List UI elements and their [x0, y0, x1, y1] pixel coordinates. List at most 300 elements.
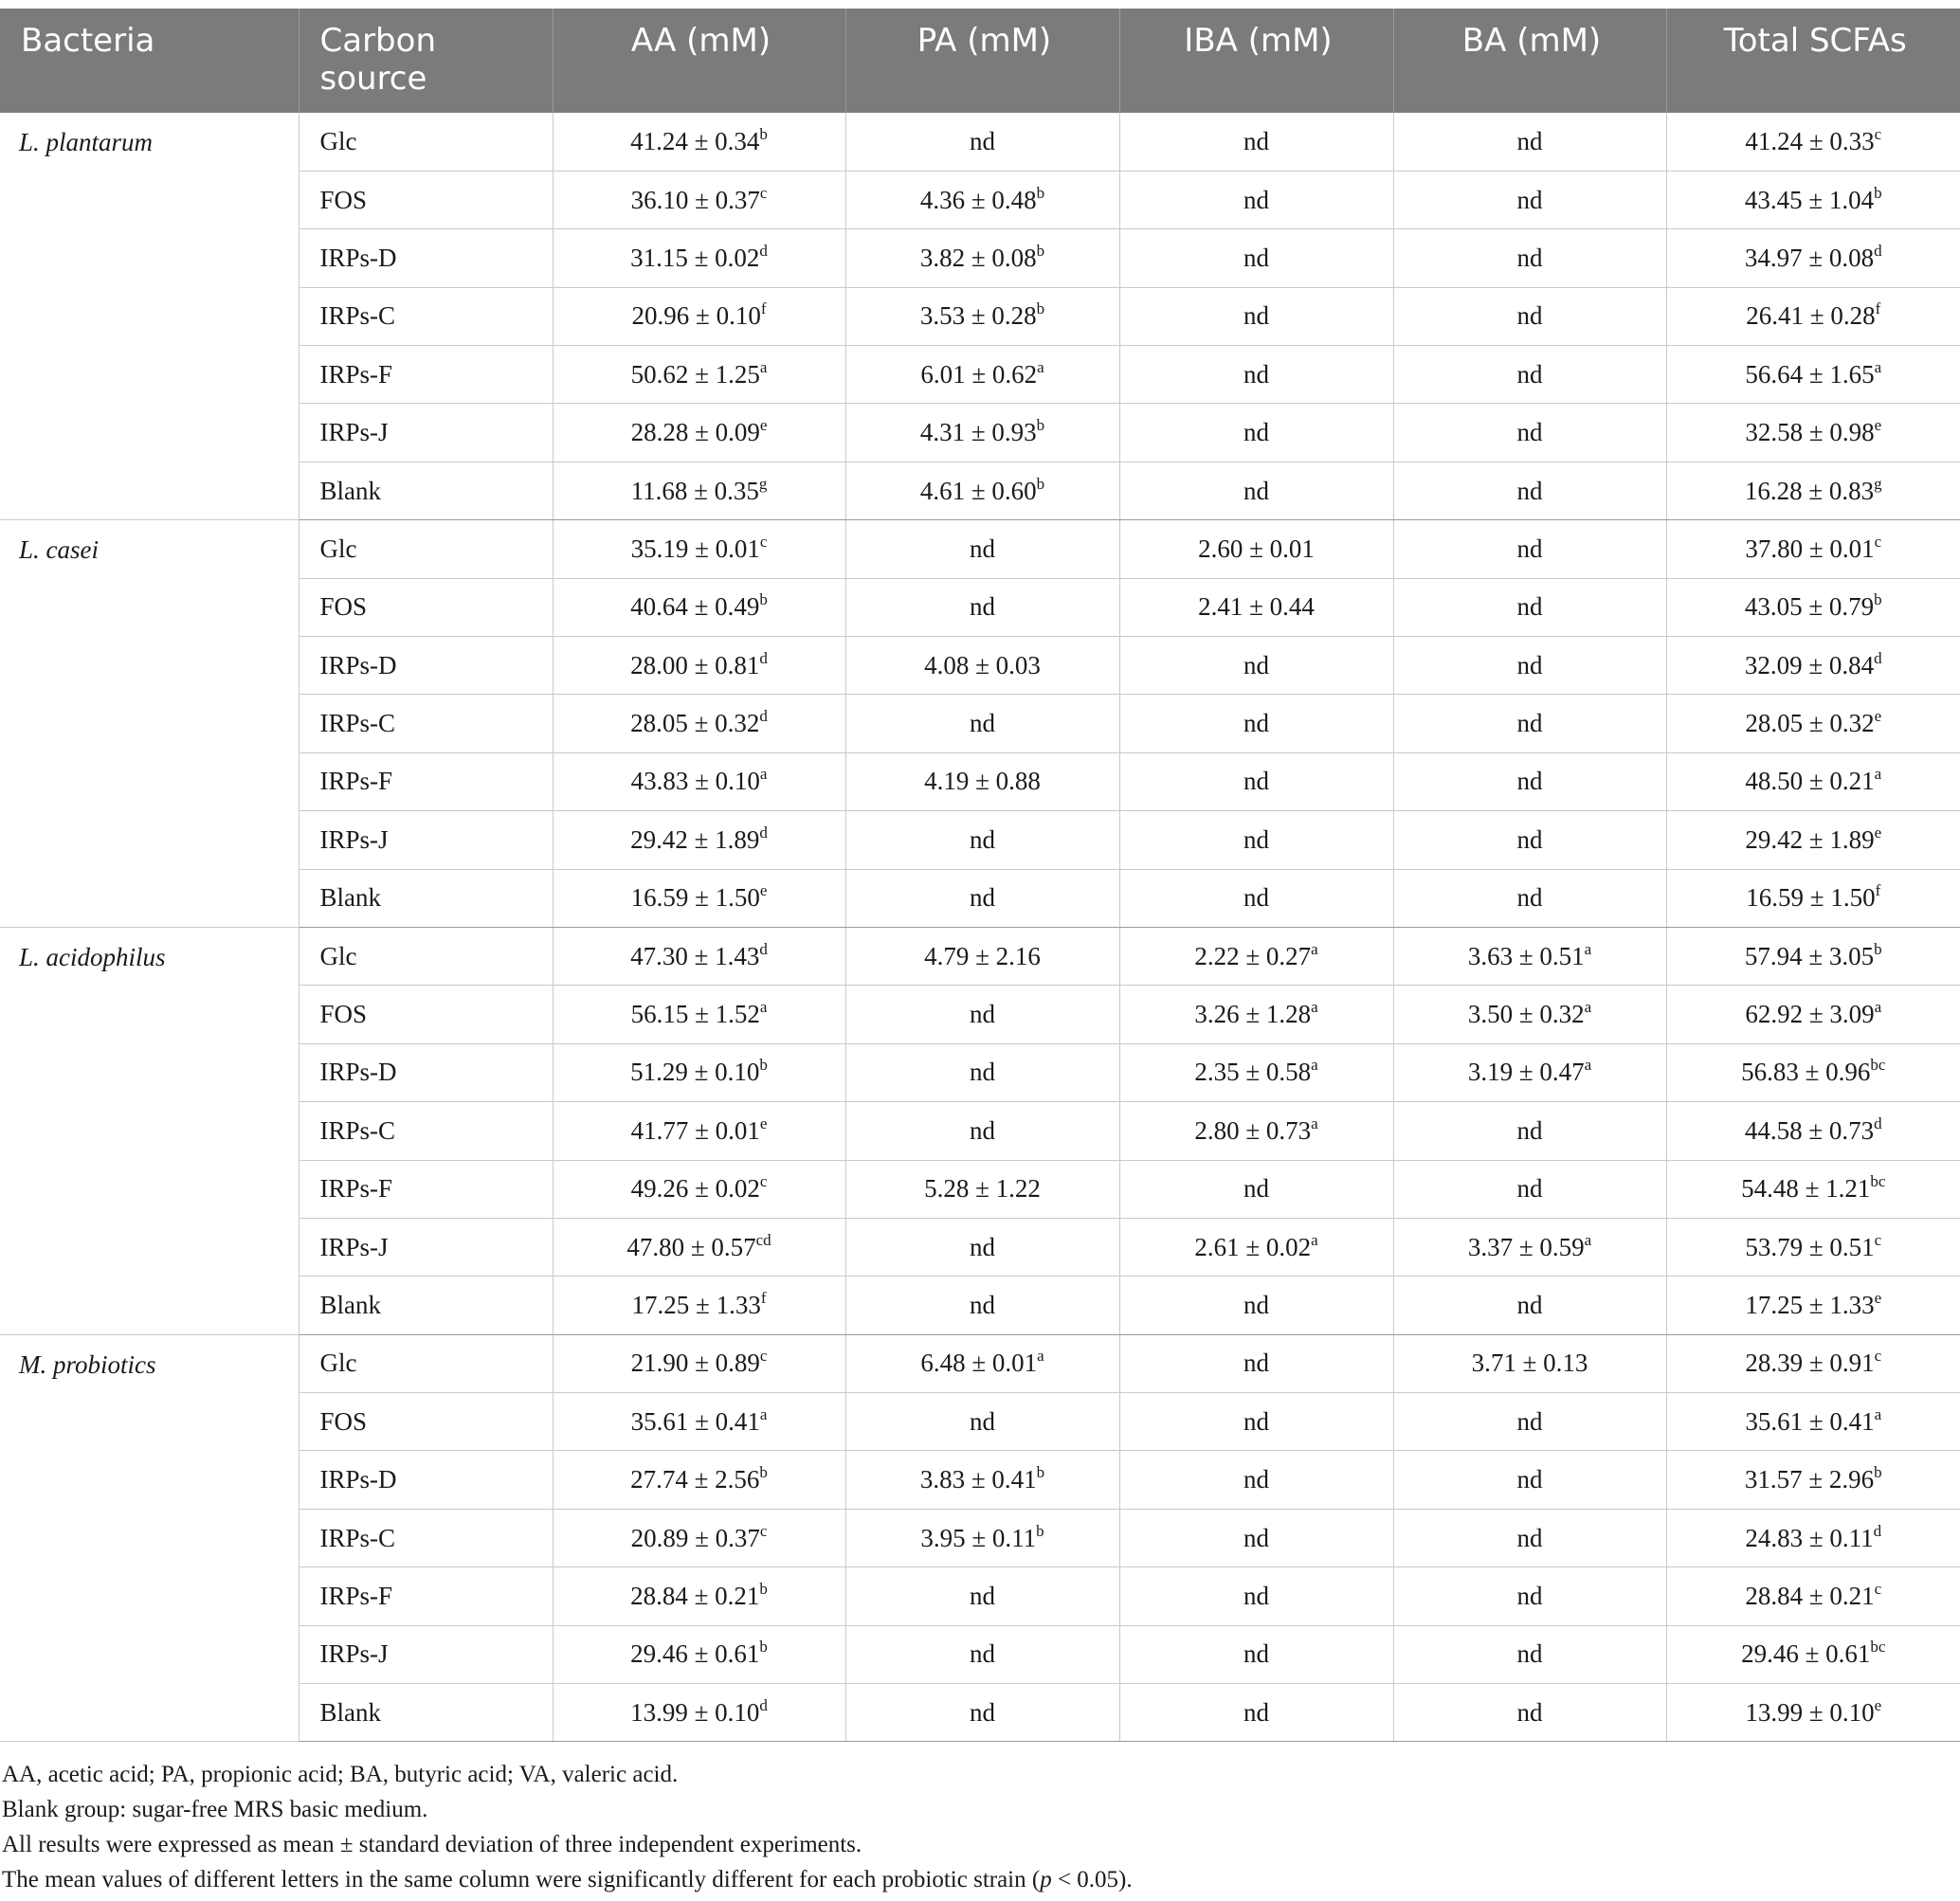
- cell-value: 27.74 ± 2.56: [630, 1465, 760, 1494]
- pa-cell: [845, 869, 1119, 927]
- iba-cell: [1119, 578, 1393, 636]
- carbon-source-cell: IRPs-J: [299, 811, 553, 869]
- carbon-source-cell: FOS: [299, 1393, 553, 1451]
- pa-cell: [845, 811, 1119, 869]
- cell-value: 4.79 ± 2.16: [924, 941, 1041, 970]
- total-cell: [1666, 1276, 1960, 1334]
- significance-letter: c: [759, 1347, 768, 1366]
- cell-value: 50.62 ± 1.25: [630, 359, 760, 389]
- cell-value: 13.99 ± 0.10: [1745, 1697, 1875, 1727]
- cell-value: 32.58 ± 0.98: [1745, 418, 1875, 447]
- significance-letter: b: [1036, 1463, 1045, 1482]
- significance-letter: f: [760, 1289, 767, 1307]
- cell-value: 28.28 ± 0.09: [630, 418, 760, 447]
- aa-cell: [553, 986, 845, 1043]
- cell-value: nd: [1243, 1465, 1269, 1494]
- cell-value: 51.29 ± 0.10: [630, 1058, 760, 1087]
- cell-value: nd: [1516, 767, 1543, 796]
- table-footnotes: [0, 1742, 1960, 1897]
- cell-value: nd: [1516, 592, 1543, 622]
- significance-letter: g: [1874, 474, 1882, 493]
- cell-value: 41.24 ± 0.33: [1745, 126, 1875, 155]
- cell-value: nd: [1243, 1639, 1269, 1669]
- cell-value: 47.80 ± 0.57: [626, 1232, 756, 1261]
- header-pa: PA (mM): [845, 9, 1119, 113]
- cell-value: nd: [1516, 243, 1543, 272]
- carbon-source-cell: IRPs-C: [299, 695, 553, 752]
- significance-letter: d: [759, 1695, 768, 1714]
- pa-cell: [845, 520, 1119, 578]
- cell-value: nd: [1516, 126, 1543, 155]
- significance-letter: e: [1874, 823, 1882, 842]
- cell-value: nd: [1243, 1697, 1269, 1727]
- total-cell: [1666, 520, 1960, 578]
- significance-letter: b: [759, 1638, 768, 1657]
- cell-value: nd: [1243, 185, 1269, 214]
- aa-cell: [553, 578, 845, 636]
- ba-cell: [1393, 1393, 1666, 1451]
- total-cell: [1666, 695, 1960, 752]
- cell-value: nd: [1516, 1291, 1543, 1319]
- bacteria-cell: L. acidophilus: [0, 927, 299, 1334]
- carbon-source-cell: IRPs-D: [299, 229, 553, 287]
- significance-letter: b: [1874, 1463, 1882, 1482]
- significance-letter: d: [759, 939, 768, 958]
- carbon-source-cell: IRPs-C: [299, 287, 553, 345]
- cell-value: nd: [1243, 418, 1269, 447]
- cell-value: 16.28 ± 0.83: [1744, 476, 1875, 505]
- iba-cell: [1119, 1509, 1393, 1566]
- cell-value: 3.19 ± 0.47: [1467, 1058, 1585, 1087]
- pa-cell: [845, 1567, 1119, 1625]
- cell-value: 35.19 ± 0.01: [630, 534, 760, 563]
- total-cell: [1666, 113, 1960, 171]
- cell-value: 28.05 ± 0.32: [630, 709, 760, 738]
- significance-letter: bc: [1870, 1172, 1886, 1191]
- cell-value: nd: [970, 1406, 995, 1436]
- cell-value: 3.71 ± 0.13: [1471, 1349, 1588, 1378]
- total-cell: [1666, 171, 1960, 228]
- cell-value: nd: [1516, 1406, 1543, 1436]
- cell-value: nd: [1243, 1406, 1269, 1436]
- aa-cell: [553, 1509, 845, 1566]
- cell-value: 35.61 ± 0.41: [630, 1406, 760, 1436]
- pa-cell: [845, 1276, 1119, 1334]
- header-ba: BA (mM): [1393, 9, 1666, 113]
- pa-cell: [845, 346, 1119, 404]
- iba-cell: [1119, 346, 1393, 404]
- cell-value: nd: [970, 1291, 995, 1319]
- significance-letter: d: [759, 648, 768, 667]
- cell-value: nd: [1516, 418, 1543, 447]
- pa-cell: [845, 287, 1119, 345]
- cell-value: 17.25 ± 1.33: [1745, 1291, 1875, 1319]
- pa-cell: [845, 1334, 1119, 1392]
- significance-letter: b: [759, 1463, 768, 1482]
- aa-cell: [553, 1393, 845, 1451]
- significance-letter: e: [1874, 1695, 1882, 1714]
- cell-value: nd: [1243, 1291, 1269, 1319]
- pa-cell: [845, 1393, 1119, 1451]
- footnote-results: All results were expressed as mean ± standard deviation of three independent experiments.: [2, 1832, 862, 1858]
- ba-cell: [1393, 695, 1666, 752]
- total-cell: [1666, 287, 1960, 345]
- cell-value: 56.15 ± 1.52: [630, 1000, 760, 1029]
- cell-value: 6.48 ± 0.01: [920, 1349, 1038, 1378]
- pa-cell: [845, 1509, 1119, 1566]
- significance-letter: c: [1874, 532, 1882, 551]
- significance-letter: b: [1036, 416, 1045, 435]
- iba-cell: [1119, 287, 1393, 345]
- significance-letter: b: [1036, 474, 1045, 493]
- carbon-source-cell: FOS: [299, 578, 553, 636]
- pa-cell: [845, 404, 1119, 462]
- significance-letter: a: [759, 1404, 768, 1423]
- footnote-significance-text: The mean values of different letters in the same column were significantly different for each probiotic strain (: [2, 1867, 1041, 1893]
- table-row: [0, 927, 1960, 985]
- carbon-source-cell: IRPs-J: [299, 404, 553, 462]
- cell-value: 2.41 ± 0.44: [1198, 592, 1315, 622]
- cell-value: 28.05 ± 0.32: [1745, 709, 1875, 738]
- iba-cell: [1119, 520, 1393, 578]
- carbon-source-cell: Glc: [299, 113, 553, 171]
- iba-cell: [1119, 1276, 1393, 1334]
- cell-value: 37.80 ± 0.01: [1745, 534, 1875, 563]
- cell-value: 21.90 ± 0.89: [630, 1349, 760, 1378]
- carbon-source-cell: IRPs-D: [299, 1451, 553, 1509]
- significance-letter: b: [759, 124, 768, 143]
- ba-cell: [1393, 637, 1666, 695]
- cell-value: nd: [1516, 883, 1543, 913]
- pa-cell: [845, 927, 1119, 985]
- ba-cell: [1393, 346, 1666, 404]
- significance-letter: g: [758, 474, 768, 493]
- cell-value: 2.35 ± 0.58: [1194, 1058, 1312, 1087]
- significance-letter: a: [759, 765, 768, 784]
- cell-value: nd: [1243, 1174, 1269, 1204]
- cell-value: nd: [1243, 767, 1269, 796]
- cell-value: nd: [1516, 650, 1543, 679]
- aa-cell: [553, 1451, 845, 1509]
- ba-cell: [1393, 869, 1666, 927]
- cell-value: nd: [1243, 1349, 1269, 1378]
- iba-cell: [1119, 1684, 1393, 1742]
- total-cell: [1666, 1393, 1960, 1451]
- aa-cell: [553, 752, 845, 810]
- cell-value: 2.60 ± 0.01: [1198, 534, 1315, 563]
- header-carbon-source: Carbon source: [299, 9, 553, 113]
- ba-cell: [1393, 927, 1666, 985]
- cell-value: 43.83 ± 0.10: [630, 767, 760, 796]
- cell-value: nd: [970, 534, 995, 563]
- aa-cell: [553, 171, 845, 228]
- bacteria-cell: L. plantarum: [0, 113, 299, 520]
- cell-value: 3.50 ± 0.32: [1467, 1000, 1585, 1029]
- total-cell: [1666, 1160, 1960, 1218]
- cell-value: nd: [970, 1058, 995, 1087]
- significance-letter: d: [759, 707, 768, 726]
- cell-value: 43.45 ± 1.04: [1744, 185, 1875, 214]
- significance-letter: a: [1874, 1404, 1882, 1423]
- carbon-source-cell: FOS: [299, 986, 553, 1043]
- significance-letter: b: [1036, 183, 1045, 202]
- significance-letter: c: [759, 183, 768, 202]
- carbon-source-cell: IRPs-C: [299, 1509, 553, 1566]
- aa-cell: [553, 404, 845, 462]
- aa-cell: [553, 287, 845, 345]
- cell-value: 41.77 ± 0.01: [630, 1115, 760, 1145]
- iba-cell: [1119, 1160, 1393, 1218]
- cell-value: nd: [1243, 1523, 1269, 1552]
- significance-letter: b: [1036, 299, 1045, 318]
- table-header-row: [0, 9, 1960, 113]
- cell-value: nd: [1243, 650, 1269, 679]
- aa-cell: [553, 462, 845, 519]
- ba-cell: [1393, 1102, 1666, 1160]
- significance-letter: a: [1037, 1347, 1044, 1366]
- cell-value: nd: [1243, 301, 1269, 331]
- cell-value: 28.39 ± 0.91: [1745, 1349, 1875, 1378]
- carbon-source-cell: IRPs-C: [299, 1102, 553, 1160]
- cell-value: 44.58 ± 0.73: [1744, 1115, 1875, 1145]
- aa-cell: [553, 1684, 845, 1742]
- cell-value: nd: [1516, 1697, 1543, 1727]
- total-cell: [1666, 1684, 1960, 1742]
- aa-cell: [553, 927, 845, 985]
- iba-cell: [1119, 637, 1393, 695]
- cell-value: 31.15 ± 0.02: [630, 243, 760, 272]
- total-cell: [1666, 1451, 1960, 1509]
- carbon-source-cell: IRPs-D: [299, 1043, 553, 1101]
- cell-value: 3.37 ± 0.59: [1467, 1232, 1585, 1261]
- cell-value: 57.94 ± 3.05: [1744, 941, 1875, 970]
- cell-value: 17.25 ± 1.33: [631, 1291, 761, 1319]
- iba-cell: [1119, 1043, 1393, 1101]
- iba-cell: [1119, 695, 1393, 752]
- cell-value: 3.53 ± 0.28: [919, 301, 1037, 331]
- significance-letter: e: [759, 881, 768, 900]
- total-cell: [1666, 1334, 1960, 1392]
- significance-letter: c: [759, 1172, 768, 1191]
- table-body: [0, 113, 1960, 1742]
- total-cell: [1666, 1218, 1960, 1276]
- total-cell: [1666, 869, 1960, 927]
- cell-value: 56.83 ± 0.96: [1741, 1058, 1871, 1087]
- cell-value: nd: [1516, 1174, 1543, 1204]
- document: [0, 9, 1960, 1897]
- significance-letter: a: [1037, 357, 1044, 376]
- carbon-source-cell: Glc: [299, 520, 553, 578]
- significance-letter: b: [1036, 241, 1045, 260]
- carbon-source-cell: Blank: [299, 462, 553, 519]
- total-cell: [1666, 1509, 1960, 1566]
- ba-cell: [1393, 752, 1666, 810]
- ba-cell: [1393, 1509, 1666, 1566]
- total-cell: [1666, 637, 1960, 695]
- significance-letter: e: [1874, 707, 1882, 726]
- total-cell: [1666, 986, 1960, 1043]
- significance-letter: d: [1874, 241, 1882, 260]
- significance-letter: bc: [1870, 1638, 1886, 1657]
- ba-cell: [1393, 287, 1666, 345]
- cell-value: 28.84 ± 0.21: [630, 1581, 760, 1610]
- significance-letter: a: [1311, 939, 1318, 958]
- bacteria-cell: L. casei: [0, 520, 299, 928]
- pa-cell: [845, 986, 1119, 1043]
- aa-cell: [553, 113, 845, 171]
- aa-cell: [553, 1625, 845, 1683]
- cell-value: nd: [970, 1639, 995, 1669]
- carbon-source-cell: Glc: [299, 1334, 553, 1392]
- carbon-source-cell: Glc: [299, 927, 553, 985]
- cell-value: 20.96 ± 0.10: [631, 301, 761, 331]
- significance-letter: b: [1874, 183, 1882, 202]
- pa-cell: [845, 113, 1119, 171]
- cell-value: 32.09 ± 0.84: [1744, 650, 1875, 679]
- footnote-blank: Blank group: sugar-free MRS basic medium.: [2, 1797, 428, 1823]
- total-cell: [1666, 1043, 1960, 1101]
- cell-value: nd: [970, 1000, 995, 1029]
- cell-value: nd: [970, 709, 995, 738]
- significance-letter: b: [759, 590, 768, 609]
- cell-value: nd: [970, 1697, 995, 1727]
- cell-value: 54.48 ± 1.21: [1741, 1174, 1871, 1204]
- ba-cell: [1393, 1218, 1666, 1276]
- pa-cell: [845, 1625, 1119, 1683]
- total-cell: [1666, 1625, 1960, 1683]
- significance-letter: a: [1874, 765, 1882, 784]
- ba-cell: [1393, 462, 1666, 519]
- ba-cell: [1393, 986, 1666, 1043]
- pa-cell: [845, 1684, 1119, 1742]
- cell-value: nd: [970, 1232, 995, 1261]
- cell-value: nd: [1516, 1523, 1543, 1552]
- cell-value: 49.26 ± 0.02: [630, 1174, 760, 1204]
- significance-letter: bc: [1870, 1056, 1886, 1075]
- pa-cell: [845, 1160, 1119, 1218]
- cell-value: nd: [970, 883, 995, 913]
- significance-letter: c: [1874, 1347, 1882, 1366]
- significance-letter: a: [1874, 998, 1882, 1017]
- significance-letter: a: [1311, 998, 1318, 1017]
- cell-value: 48.50 ± 0.21: [1745, 767, 1875, 796]
- cell-value: nd: [1516, 185, 1543, 214]
- iba-cell: [1119, 1625, 1393, 1683]
- ba-cell: [1393, 1334, 1666, 1392]
- cell-value: 24.83 ± 0.11: [1745, 1523, 1874, 1552]
- cell-value: 16.59 ± 1.50: [630, 883, 760, 913]
- cell-value: nd: [1516, 301, 1543, 331]
- significance-letter: a: [1584, 1056, 1592, 1075]
- significance-letter: a: [759, 357, 768, 376]
- carbon-source-cell: IRPs-F: [299, 1160, 553, 1218]
- significance-letter: f: [760, 299, 767, 318]
- cell-value: nd: [1516, 359, 1543, 389]
- total-cell: [1666, 229, 1960, 287]
- cell-value: 26.41 ± 0.28: [1746, 301, 1876, 331]
- iba-cell: [1119, 1218, 1393, 1276]
- cell-value: 43.05 ± 0.79: [1744, 592, 1875, 622]
- pa-cell: [845, 1043, 1119, 1101]
- footnote-p-symbol: p: [1040, 1867, 1052, 1893]
- significance-letter: a: [1311, 1056, 1318, 1075]
- cell-value: nd: [1243, 709, 1269, 738]
- cell-value: 47.30 ± 1.43: [630, 941, 760, 970]
- iba-cell: [1119, 752, 1393, 810]
- cell-value: 20.89 ± 0.37: [630, 1523, 760, 1552]
- cell-value: nd: [1516, 824, 1543, 854]
- ba-cell: [1393, 404, 1666, 462]
- scfa-table: [0, 9, 1960, 1742]
- table-row: [0, 520, 1960, 578]
- pa-cell: [845, 1102, 1119, 1160]
- significance-letter: e: [759, 416, 768, 435]
- cell-value: nd: [1516, 476, 1543, 505]
- ba-cell: [1393, 1684, 1666, 1742]
- pa-cell: [845, 578, 1119, 636]
- aa-cell: [553, 1043, 845, 1101]
- cell-value: nd: [970, 824, 995, 854]
- cell-value: 28.84 ± 0.21: [1745, 1581, 1875, 1610]
- significance-letter: a: [1584, 1230, 1592, 1249]
- significance-letter: d: [1874, 648, 1882, 667]
- aa-cell: [553, 520, 845, 578]
- cell-value: 41.24 ± 0.34: [630, 126, 760, 155]
- total-cell: [1666, 752, 1960, 810]
- ba-cell: [1393, 578, 1666, 636]
- cell-value: 2.22 ± 0.27: [1194, 941, 1312, 970]
- aa-cell: [553, 1160, 845, 1218]
- pa-cell: [845, 1451, 1119, 1509]
- carbon-source-cell: Blank: [299, 1684, 553, 1742]
- significance-letter: b: [759, 1056, 768, 1075]
- cell-value: 4.19 ± 0.88: [924, 767, 1041, 796]
- pa-cell: [845, 1218, 1119, 1276]
- cell-value: 4.31 ± 0.93: [919, 418, 1037, 447]
- cell-value: 3.95 ± 0.11: [920, 1523, 1037, 1552]
- total-cell: [1666, 578, 1960, 636]
- cell-value: nd: [1243, 243, 1269, 272]
- iba-cell: [1119, 1102, 1393, 1160]
- total-cell: [1666, 1567, 1960, 1625]
- cell-value: 29.42 ± 1.89: [630, 824, 760, 854]
- cell-value: nd: [1243, 359, 1269, 389]
- iba-cell: [1119, 927, 1393, 985]
- cell-value: nd: [1516, 1639, 1543, 1669]
- cell-value: 4.61 ± 0.60: [919, 476, 1037, 505]
- cell-value: nd: [970, 592, 995, 622]
- significance-letter: d: [759, 823, 768, 842]
- carbon-source-cell: Blank: [299, 1276, 553, 1334]
- aa-cell: [553, 346, 845, 404]
- cell-value: 3.63 ± 0.51: [1467, 941, 1585, 970]
- cell-value: 3.82 ± 0.08: [919, 243, 1037, 272]
- iba-cell: [1119, 986, 1393, 1043]
- significance-letter: c: [759, 532, 768, 551]
- pa-cell: [845, 229, 1119, 287]
- cell-value: nd: [970, 126, 995, 155]
- significance-letter: f: [1875, 881, 1881, 900]
- cell-value: 4.08 ± 0.03: [924, 650, 1041, 679]
- cell-value: nd: [1516, 1581, 1543, 1610]
- cell-value: 29.46 ± 0.61: [630, 1639, 760, 1669]
- table-row: [0, 113, 1960, 171]
- significance-letter: b: [1874, 939, 1882, 958]
- iba-cell: [1119, 171, 1393, 228]
- ba-cell: [1393, 811, 1666, 869]
- aa-cell: [553, 637, 845, 695]
- header-total-scfas: Total SCFAs: [1666, 9, 1960, 113]
